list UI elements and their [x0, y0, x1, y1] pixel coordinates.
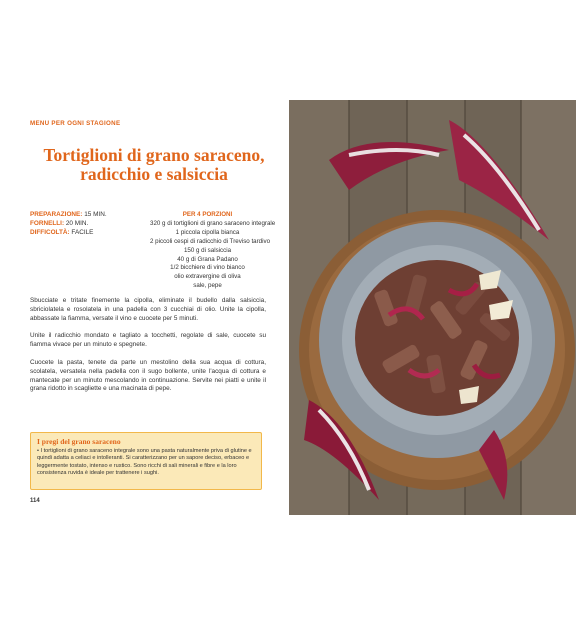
dish-photo	[289, 100, 576, 515]
ingredients-list	[150, 211, 276, 291]
ingredient-item: 2 piccoli cespi di radicchio di Treviso tardivo	[150, 237, 271, 245]
section-label: MENU PER OGNI STAGIONE	[30, 120, 121, 127]
cook-label: FORNELLI:	[30, 219, 65, 227]
ingredient-item: 40 g di Grana Padano	[177, 255, 238, 263]
difficulty-value: FACILE	[71, 228, 94, 236]
title-line-2: radicchio e salsiccia	[80, 164, 228, 184]
step-paragraph: Cuocete la pasta, tenete da parte un mestolino della sua acqua di cottura, scolatela, versatela nella padella con il sugo bollente, unite l'acqua di cottura e mantecate per un minuto mescolando in continuazione. Servite nei piatti e unite il grana ridotto in scagliette e una macinata di pepe.	[30, 358, 266, 393]
recipe-meta	[30, 211, 107, 237]
tip-title: I pregi del grano saraceno	[37, 437, 121, 446]
prep-value: 15 MIN.	[84, 211, 107, 218]
difficulty-label: DIFFICOLTÀ:	[30, 228, 70, 236]
meta-cook	[30, 220, 107, 229]
ingredient-item: 150 g di salsiccia	[183, 246, 232, 254]
meta-prep	[30, 211, 107, 220]
step-paragraph: Sbucciate e tritate finemente la cipolla, eliminate il budello dalla salsiccia, sbriciolatela e rosolatela in una padella con 3 cucchiai di olio. Unite la cipolla, abbassate la fiamma, versate il vino e cuocete per 5 minuti.	[30, 297, 266, 322]
ingredient-item: olio extravergine di oliva	[174, 273, 241, 281]
prep-label: PREPARAZIONE:	[30, 211, 83, 218]
ingredient-item: 320 g di tortiglioni di grano saraceno integrale	[150, 219, 276, 227]
step-paragraph: Unite il radicchio mondato e tagliato a tocchetti, regolate di sale, cuocete su fiamma vivace per un minuto e spegnete.	[30, 332, 266, 349]
ingredients-heading: PER 4 PORZIONI	[182, 211, 233, 218]
tip-text: • I tortiglioni di grano saraceno integrale sono una pasta naturalmente priva di glutine e quindi adatta a celiaci e intolleranti. Si caratterizzano per un sapore deciso, erbaceo e leggermente tostato, intenso e rustico. Sono ricchi di sali minerali e fibre e la loro consistenza ruvida è ideale per trattenere i sughi.	[37, 448, 252, 477]
cook-value: 20 MIN.	[65, 219, 89, 227]
recipe-title	[30, 146, 278, 184]
ingredient-item: 1/2 bicchiere di vino bianco	[170, 264, 245, 272]
meta-difficulty	[30, 229, 107, 238]
page-number: 114	[30, 498, 40, 504]
ingredient-item: 1 piccola cipolla bianca	[175, 228, 240, 236]
dish-photo-illustration	[289, 100, 576, 515]
ingredient-item: sale, pepe	[193, 282, 222, 290]
title-line-1: Tortiglioni di grano saraceno,	[43, 145, 265, 165]
tip-box	[30, 432, 262, 490]
recipe-steps	[30, 297, 266, 403]
